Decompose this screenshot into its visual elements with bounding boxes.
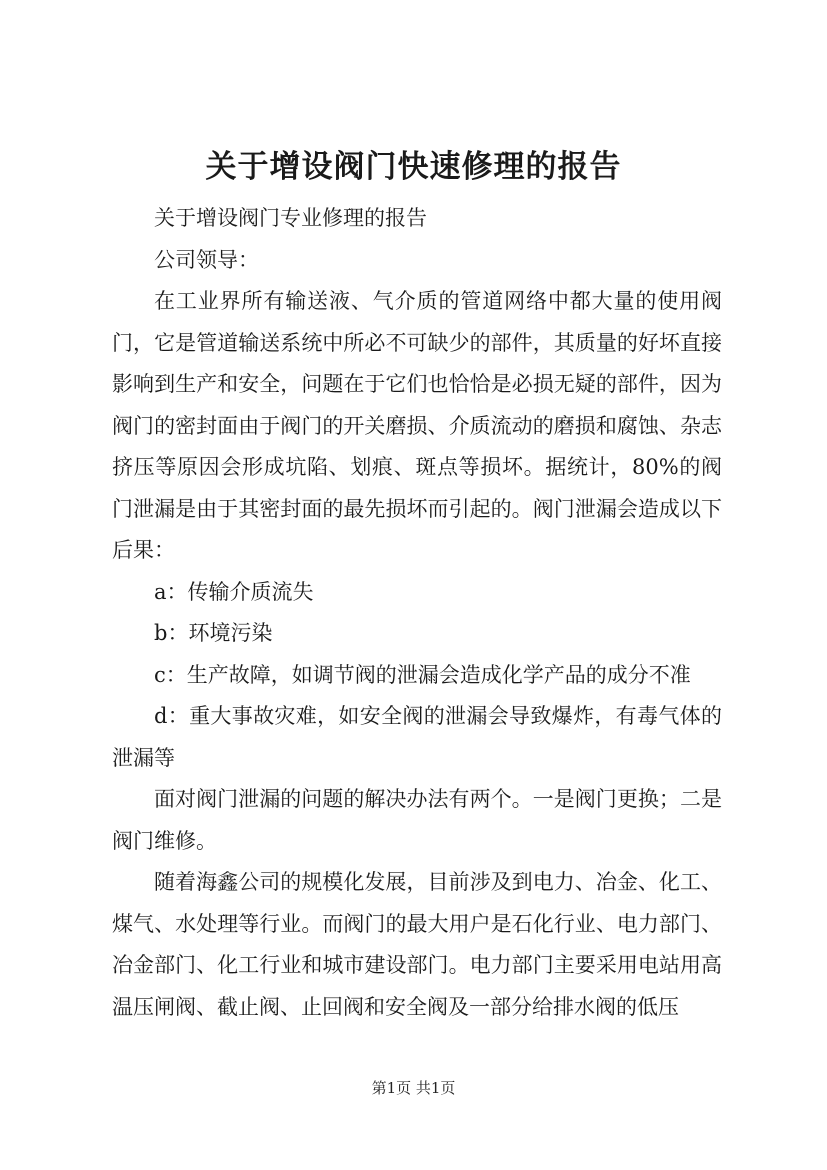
list-item-a: a：传输介质流失 [154,579,314,604]
list-item-c: c：生产故障，如调节阀的泄漏会造成化学产品的成分不准 [154,662,691,687]
list-item-d: d：重大事故灾难，如安全阀的泄漏会导致爆炸，有毒气体的泄漏等 [112,704,722,770]
document-body [112,198,722,1028]
document-title: 关于增设阀门快速修理的报告 [205,149,622,185]
list-item-b: b：环境污染 [154,621,273,645]
body-paragraph: 在工业界所有输送液、气介质的管道网络中都大量的使用阀门，它是管道输送系统中所必不可缺少的部件，其质量的好坏直接影响到生产和安全，问题在于它们也恰恰是必损无疑的部件，因为阀门的密封面由于阀门的开关磨损、介质流动的磨损和腐蚀、杂志挤压等原因会形成坑陷、划痕、斑点等损坏。据统计，80%的阀门泄漏是由于其密封面的最先损坏而引起的。阀门泄漏会造成以下后果： [112,289,722,562]
body-paragraph: 随着海鑫公司的规模化发展，目前涉及到电力、冶金、化工、煤气、水处理等行业。而阀门的最大用户是石化行业、电力部门、冶金部门、化工行业和城市建设部门。电力部门主要采用电站用高温压闸阀、截止阀、止回阀和安全阀及一部分给排水阀的低压 [112,870,722,1019]
body-paragraph: 面对阀门泄漏的问题的解决办法有两个。一是阀门更换；二是阀门维修。 [112,787,722,853]
subtitle-paragraph: 关于增设阀门专业修理的报告 [154,206,427,230]
salutation-paragraph: 公司领导： [154,247,259,272]
page-number-footer: 第1页 共1页 [371,1079,456,1097]
